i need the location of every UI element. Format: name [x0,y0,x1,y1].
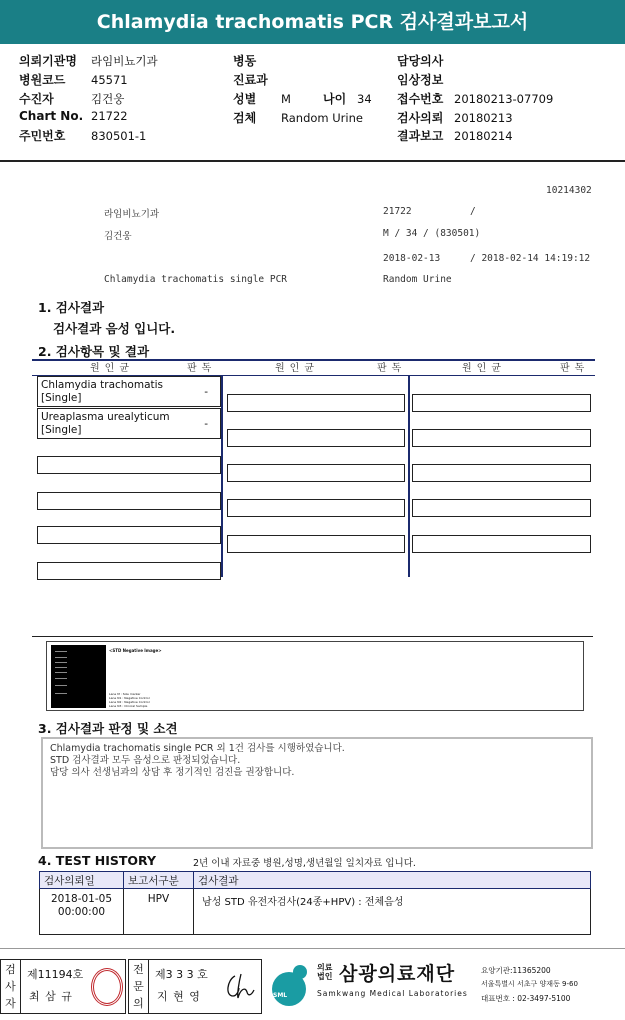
examiner-license: 제11194호 [27,968,84,981]
std-gel-image-box [46,641,584,711]
test-item-ureaplasma [37,408,221,439]
print-date-report: / 2018-02-14 14:19:12 [470,253,591,264]
history-note: 2년 이내 자료중 병원,성명,생년월일 일치자료 입니다. [193,858,416,869]
section2-heading: 2. 검사항목 및 결과 [38,344,150,359]
header-row-report-date: 결과보고 20180214 [397,129,513,143]
header-row-receipt-no: 접수번호 20180213-07709 [397,92,554,106]
print-test-name: Chlamydia trachomatis single PCR [104,274,288,285]
specialist-license: 제3 3 3 호 [155,968,208,981]
grid-divider-2 [408,376,410,577]
history-table [39,871,591,935]
org-name: 삼광의료재단 [339,963,456,985]
print-slash: / [470,206,476,217]
std-image-caption: <STD Negative Image> [109,648,162,653]
specialist-signature-box [128,959,262,1014]
patient-header [0,50,625,162]
section1-heading: 1. 검사결과 [38,300,105,315]
org-address: 서울특별시 서초구 양재동 9-60 [481,980,578,988]
empty-cell [227,394,405,412]
header-row-ward: 병동 [233,54,257,68]
history-col-result: 검사결과 [194,872,591,889]
report-code: 10214302 [546,185,592,196]
history-col-date: 검사의뢰일 [40,872,124,889]
test-item-result: - [204,386,208,398]
specialist-label: 전문의 [129,960,149,1013]
header-row-resident-no: 주민번호 830501-1 [19,129,147,143]
org-prefix: 의료 법인 [317,963,333,981]
empty-cell [412,499,591,517]
empty-cell [412,535,591,553]
history-result-cell: 남성 STD 유전자검사(24종+HPV) : 전체음성 [194,889,591,935]
test-item-chlamydia [37,376,221,407]
history-date-cell: 2018-01-05 00:00:00 [40,889,124,935]
test-item-name: Chlamydia trachomatis [Single] [41,379,164,404]
org-english-name: Samkwang Medical Laboratories [317,989,468,998]
header-row-dept: 진료과 [233,73,268,87]
history-header-row [40,872,591,889]
result-grid-header: 원인균 판독 원인균 판독 원인균 판독 [32,359,595,376]
print-date-received: 2018-02-13 [383,253,441,264]
examiner-name: 최 삼 규 [29,990,73,1003]
org-phone: 대표번호 : 02-3497-5100 [481,994,571,1003]
specialist-name: 지 현 영 [157,990,201,1003]
sml-logo-text: SML [273,992,288,999]
report-title: Chlamydia trachomatis PCR 검사결과보고서 [0,0,625,44]
header-row-clinical-info: 임상정보 [397,73,444,87]
empty-cell [227,429,405,447]
print-chart: 21722 [383,206,412,217]
section3-heading: 3. 검사결과 판정 및 소견 [38,721,178,736]
divider-line [32,636,593,637]
gel-image [51,645,106,708]
sml-logo-icon [267,961,315,1009]
empty-cell [227,535,405,553]
seal-icon [91,968,123,1006]
test-item-name: Ureaplasma urealyticum [Single] [41,411,170,436]
grid-divider-1 [221,376,223,577]
empty-cell [227,464,405,482]
empty-cell [37,562,221,580]
empty-cell [37,526,221,544]
opinion-line: Chlamydia trachomatis single PCR 외 1건 검사를 시행하였습니다. [50,743,345,754]
std-image-legend: Lane M : Size marker Lane N1 : Negative Control Lane N2 : Negative Control Lane N3 : Clinical Sample [109,692,150,708]
print-clinic: 라임비뇨기과 [104,209,160,220]
table-row [40,889,591,935]
header-row-clinic: 의뢰기관명 라임비뇨기과 [19,54,158,68]
empty-cell [227,499,405,517]
examiner-label: 검사자 [1,960,21,1013]
empty-cell [37,492,221,510]
opinion-line: STD 검사결과 모두 음성으로 판정되었습니다. [50,755,241,766]
header-row-doctor: 담당의사 [397,54,444,68]
print-sex-age: M / 34 / (830501) [383,228,481,239]
opinion-line: 담당 의사 선생님과의 상담 후 정기적인 검진을 권장합니다. [50,767,295,778]
print-specimen: Random Urine [383,274,452,285]
header-row-chart-no: Chart No. 21722 [19,109,128,123]
empty-cell [412,429,591,447]
signature-icon [221,970,257,1004]
header-row-request-date: 검사의뢰 20180213 [397,111,513,125]
header-row-sex-age: 성별 M 나이 34 [233,92,372,106]
org-code: 요양기관:11365200 [481,966,551,975]
empty-cell [412,394,591,412]
footer-divider [0,948,625,949]
history-type-cell: HPV [124,889,194,935]
history-col-type: 보고서구분 [124,872,194,889]
header-row-hospital-code: 병원코드 45571 [19,73,128,87]
section1-result: 검사결과 음성 입니다. [53,321,176,336]
opinion-box [41,737,593,849]
section4-heading: 4. TEST HISTORY [38,853,157,868]
print-patient: 김건웅 [104,231,132,242]
footer [0,959,625,1020]
empty-cell [412,464,591,482]
test-item-result: - [204,418,208,430]
header-row-specimen: 검체 Random Urine [233,111,363,125]
header-row-patient: 수진자 김건웅 [19,92,125,106]
examiner-signature-box [0,959,126,1014]
empty-cell [37,456,221,474]
